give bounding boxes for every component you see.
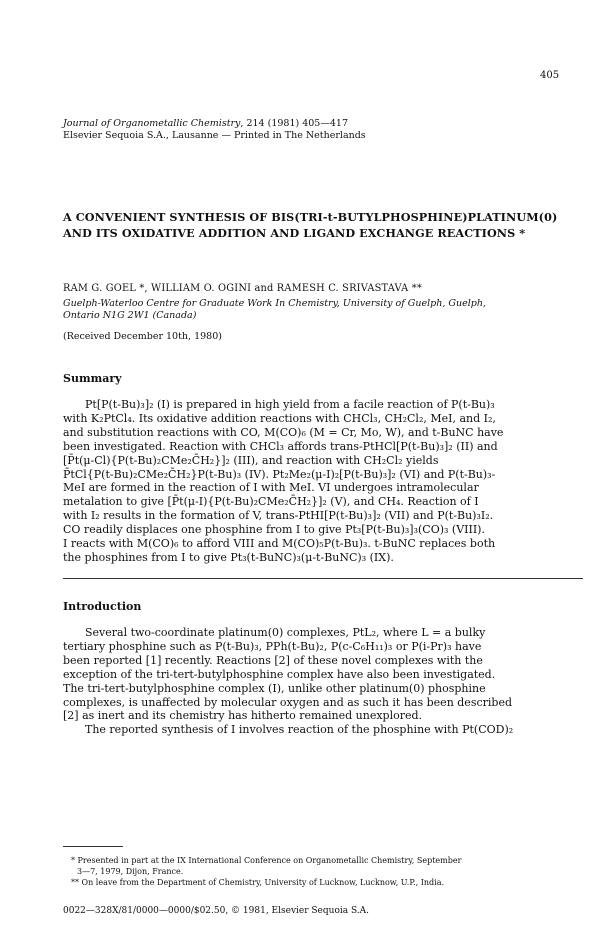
introduction-line: The reported synthesis of I involves reaction of the phosphine with Pt(COD)₂ bbox=[85, 723, 514, 737]
summary-line: P̄tCl{P(t-Bu)₂CMe₂C̄H₂}P(t-Bu)₃ (IV). Pt₂Me₂(μ-I)₂[P(t-Bu)₃]₂ (VI) and P(t-Bu)₃- bbox=[63, 467, 496, 481]
affiliation-line: Ontario N1G 2W1 (Canada) bbox=[63, 310, 197, 321]
introduction-line: complexes, is unaffected by molecular oxygen and as such it has been described bbox=[63, 695, 512, 709]
introduction-text bbox=[63, 626, 583, 737]
affiliation-line: Guelph-Waterloo Centre for Graduate Work In Chemistry, University of Guelph, Guelph, bbox=[63, 298, 487, 309]
summary-line: with I₂ results in the formation of V, trans-PtHI[P(t-Bu)₃]₂ (VII) and P(t-Bu)₃I₂. bbox=[63, 509, 494, 523]
paper-title bbox=[63, 209, 593, 241]
affiliation bbox=[63, 298, 583, 322]
summary-line: and substitution reactions with CO, M(CO)₆ (M = Cr, Mo, W), and t-BuNC have bbox=[63, 425, 504, 439]
introduction-line: Several two-coordinate platinum(0) complexes, PtL₂, where L = a bulky bbox=[85, 626, 486, 639]
summary-divider bbox=[63, 578, 583, 579]
authors: RAM G. GOEL *, WILLIAM O. OGINI and RAMESH C. SRIVASTAVA ** bbox=[63, 283, 422, 294]
journal-publisher: Elsevier Sequoia S.A., Lausanne — Printed in The Netherlands bbox=[63, 130, 366, 141]
journal-header bbox=[63, 118, 366, 142]
journal-citation bbox=[63, 118, 366, 130]
footnote: ** On leave from the Department of Chemistry, University of Lucknow, Lucknow, U.P., India. bbox=[71, 878, 445, 887]
summary-line: been investigated. Reaction with CHCl₃ affords trans-PtHCl[P(t-Bu)₃]₂ (II) and bbox=[63, 439, 498, 453]
footnote-divider bbox=[63, 846, 123, 847]
received-date: (Received December 10th, 1980) bbox=[63, 331, 222, 342]
summary-line: MeI are formed in the reaction of I with MeI. VI undergoes intramolecular bbox=[63, 481, 479, 495]
footnote: 3—7, 1979, Dijon, France. bbox=[77, 867, 184, 876]
summary-text bbox=[63, 398, 583, 565]
introduction-line: The tri-tert-butylphosphine complex (I), unlike other platinum(0) phosphine bbox=[63, 681, 486, 695]
introduction-heading: Introduction bbox=[63, 600, 142, 613]
summary-heading: Summary bbox=[63, 372, 122, 385]
summary-line: metalation to give [P̄t(μ-I){P(t-Bu)₂CMe₂C̄H₂}]₂ (V), and CH₄. Reaction of I bbox=[63, 495, 479, 509]
footnotes bbox=[63, 855, 583, 888]
summary-line: I reacts with M(CO)₆ to afford VIII and M(CO)₅P(t-Bu)₃. t-BuNC replaces both bbox=[63, 537, 496, 551]
page-number: 405 bbox=[540, 70, 560, 81]
summary-line: [P̄t(μ-Cl){P(t-Bu)₂CMe₂C̄H₂}]₂ (III), and reaction with CH₂Cl₂ yields bbox=[63, 453, 439, 467]
title-line: AND ITS OXIDATIVE ADDITION AND LIGAND EXCHANGE REACTIONS * bbox=[63, 226, 526, 240]
summary-line: with K₂PtCl₄. Its oxidative addition reactions with CHCl₃, CH₂Cl₂, MeI, and I₂, bbox=[63, 411, 496, 425]
footnote: * Presented in part at the IX International Conference on Organometallic Chemistry, September bbox=[71, 856, 462, 865]
copyright-line: 0022—328X/81/0000—0000/$02.50, © 1981, Elsevier Sequoia S.A. bbox=[63, 906, 370, 916]
journal-volume: , 214 (1981) 405—417 bbox=[240, 118, 348, 129]
introduction-line: exception of the tri-tert-butylphosphine complex have also been investigated. bbox=[63, 667, 496, 681]
introduction-line: [2] as inert and its chemistry has hitherto remained unexplored. bbox=[63, 709, 423, 723]
summary-line: the phosphines from I to give Pt₃(t-BuNC)₃(μ-t-BuNC)₃ (IX). bbox=[63, 550, 394, 564]
title-line: A CONVENIENT SYNTHESIS OF BIS(TRI-t-BUTYLPHOSPHINE)PLATINUM(0) bbox=[63, 210, 558, 224]
introduction-line: tertiary phosphine such as P(t-Bu)₃, PPh(t-Bu)₂, P(c-C₆H₁₁)₃ or P(i-Pr)₃ have bbox=[63, 639, 482, 653]
introduction-line: been reported [1] recently. Reactions [2] of these novel complexes with the bbox=[63, 653, 483, 667]
journal-title: Journal of Organometallic Chemistry bbox=[63, 118, 241, 129]
summary-line: Pt[P(t-Bu)₃]₂ (I) is prepared in high yield from a facile reaction of P(t-Bu)₃ bbox=[85, 398, 495, 411]
summary-line: CO readily displaces one phosphine from I to give Pt₃[P(t-Bu)₃]₃(CO)₃ (VIII). bbox=[63, 523, 485, 537]
